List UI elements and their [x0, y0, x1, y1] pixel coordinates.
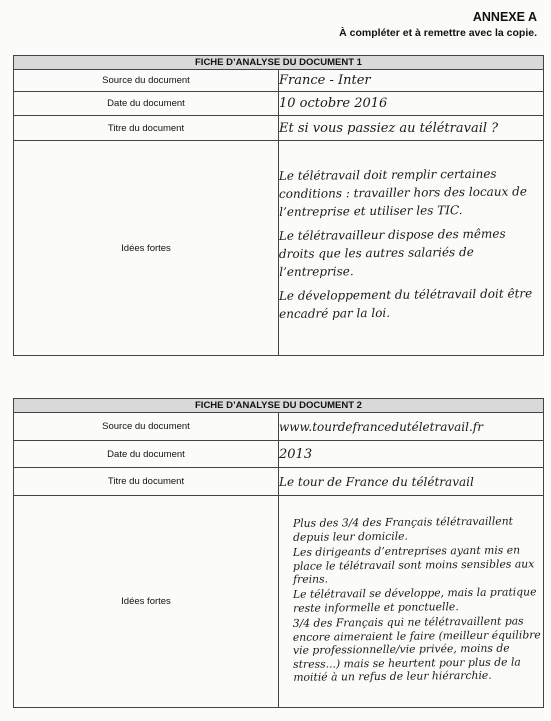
idea-item: Le télétravailleur dispose des mêmes droits que les autres salariés de l’entreprise.	[278, 226, 506, 279]
idea-item: Le télétravail doit remplir certaines conditions : travailler hors des locaux de l’entreprise et utiliser les TIC.	[278, 166, 527, 219]
idees-label: Idées fortes	[14, 141, 279, 356]
idea-item: Le développement du télétravail doit être encadré par la loi.	[278, 286, 533, 321]
annex-title: ANNEXE A	[472, 10, 537, 24]
idees-content	[279, 141, 544, 356]
idees-content	[279, 496, 544, 708]
titre-label: Titre du document	[14, 116, 279, 141]
date-value: 2013	[279, 441, 544, 468]
titre-label: Titre du document	[14, 468, 279, 496]
date-label: Date du document	[14, 441, 279, 468]
idees-label: Idées fortes	[14, 496, 279, 708]
fiche-heading: FICHE D’ANALYSE DU DOCUMENT 1	[14, 56, 544, 70]
annex-subtitle: À compléter et à remettre avec la copie.	[339, 27, 537, 39]
fiche-heading: FICHE D’ANALYSE DU DOCUMENT 2	[14, 399, 544, 413]
titre-value: Le tour de France du télétravail	[279, 468, 544, 496]
titre-value: Et si vous passiez au télétravail ?	[279, 116, 544, 141]
idea-item: Le télétravail se développe, mais la pratique reste informelle et ponctuelle.	[292, 585, 537, 615]
idea-item: 3/4 des Français qui ne télétravaillent pas encore aimeraient le faire (meilleur équilibre vie professionnelle/vie privée, moins de stress...) mais se heurtent pour plus de la moitié à un refus de leur hiérarchie.	[292, 614, 541, 684]
date-value: 10 octobre 2016	[279, 92, 544, 116]
idea-item: Les dirigeants d’entreprises ayant mis en place le télétravail sont moins sensibles aux freins.	[292, 542, 535, 586]
source-value: www.tourdefrancedutéletravail.fr	[279, 413, 544, 441]
fiche-document-2	[13, 398, 544, 708]
source-label: Source du document	[14, 70, 279, 92]
idea-item: Plus des 3/4 des Français télétravaillent depuis leur domicile.	[292, 514, 514, 543]
source-label: Source du document	[14, 413, 279, 441]
date-label: Date du document	[14, 92, 279, 116]
fiche-document-1	[13, 55, 544, 356]
source-value: France - Inter	[279, 70, 544, 92]
